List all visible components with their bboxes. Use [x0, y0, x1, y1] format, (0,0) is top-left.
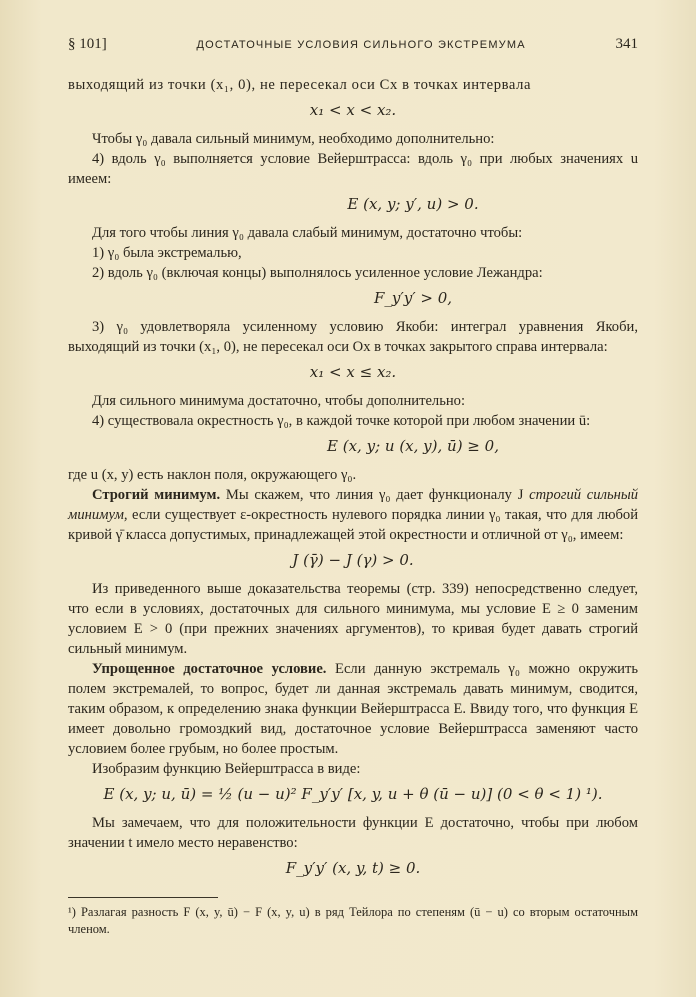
paragraph: Из приведенного выше доказательства теоремы (стр. 339) непосредственно следует, что если в условиях, достаточных для сильного минимума, мы условие E ≥ 0 заменим условием E > 0 (при прежних значениях аргументов), то кривая будет давать строгий сильный минимум.	[68, 581, 638, 657]
page-header	[68, 36, 638, 53]
paragraph: где u (x, y) есть наклон поля, окружающего γ₀.	[68, 467, 357, 483]
paragraph	[68, 659, 638, 759]
formula: E (x, y; y′, u) > 0.	[347, 195, 479, 213]
run-in-heading: Строгий минимум.	[92, 487, 221, 503]
paragraph: Для того чтобы линия γ₀ давала слабый минимум, достаточно чтобы:	[92, 225, 523, 241]
formula: F_y′y′ (x, y, t) ≥ 0.	[285, 859, 421, 877]
text-run: Если данную экстремаль γ₀ можно окружить полем экстремалей, то вопрос, будет ли данная экстремаль давать минимум, сводится, таким образом, к определению знака функции Вейерштрасса E. Ввиду того, что функция E имеет довольно громоздкий вид, достаточное условие Вейерштрасса заменяют часто условием более грубым, но более простым.	[68, 661, 638, 757]
paragraph: 2) вдоль γ₀ (включая концы) выполнялось усиленное условие Лежандра:	[92, 265, 543, 281]
paragraph: Мы замечаем, что для положительности функции E достаточно, чтобы при любом значении t имело место неравенство:	[68, 815, 638, 851]
section-number: § 101]	[68, 36, 107, 52]
formula: x₁ < x ≤ x₂.	[309, 363, 397, 381]
paragraph: 3) γ₀ удовлетворяла усиленному условию Якоби: интеграл уравнения Якоби, выходящий из точки (x₁, 0), не пересекал оси Ox в точках закрытого справа интервала:	[68, 319, 638, 355]
formula: E (x, y; u, ū) = ½ (u − u)² F_y′y′ [x, y, u + θ (ū − u)] (0 < θ < 1) ¹).	[103, 785, 603, 803]
paragraph: выходящий из точки (x₁, 0), не пересекал оси Cx в точках интервала	[68, 77, 532, 93]
formula: x₁ < x < x₂.	[309, 101, 397, 119]
paragraph: Изобразим функцию Вейерштрасса в виде:	[92, 761, 361, 777]
emphasis: строгий сильный минимум,	[68, 487, 639, 523]
paragraph: 1) γ₀ была экстремалью,	[92, 245, 242, 261]
paragraph	[68, 485, 638, 545]
text-run: Мы скажем, что линия γ₀ дает функционалу J	[220, 487, 530, 503]
text-run: если существует ε-окрестность нулевого порядка линии γ₀ такая, что для любой кривой γ̄ класса допустимых, принадлежащей этой окрестности и отличной от γ₀, имеем:	[68, 507, 638, 543]
paragraph: Чтобы γ₀ давала сильный минимум, необходимо дополнительно:	[92, 131, 495, 147]
formula: F_y′y′ > 0,	[373, 289, 453, 307]
paragraph: 4) существовала окрестность γ₀, в каждой точке которой при любом значении ū:	[92, 413, 591, 429]
run-in-heading: Упрощенное достаточное условие.	[92, 661, 327, 677]
footnote-separator	[68, 897, 218, 898]
formula: E (x, y; u (x, y), ū) ≥ 0,	[327, 437, 499, 455]
footnote: ¹) Разлагая разность F (x, y, ū) − F (x, y, u) в ряд Тейлора по степеням (ū − u) со вторым остаточным членом.	[68, 905, 638, 936]
formula: J (γ̄) − J (γ) > 0.	[292, 551, 414, 569]
paragraph: 4) вдоль γ₀ выполняется условие Вейерштрасса: вдоль γ₀ при любых значениях u имеем:	[68, 151, 638, 187]
running-title: ДОСТАТОЧНЫЕ УСЛОВИЯ СИЛЬНОГО ЭКСТРЕМУМА	[196, 39, 526, 51]
paragraph: Для сильного минимума достаточно, чтобы дополнительно:	[92, 393, 466, 409]
page-number: 341	[615, 36, 638, 52]
